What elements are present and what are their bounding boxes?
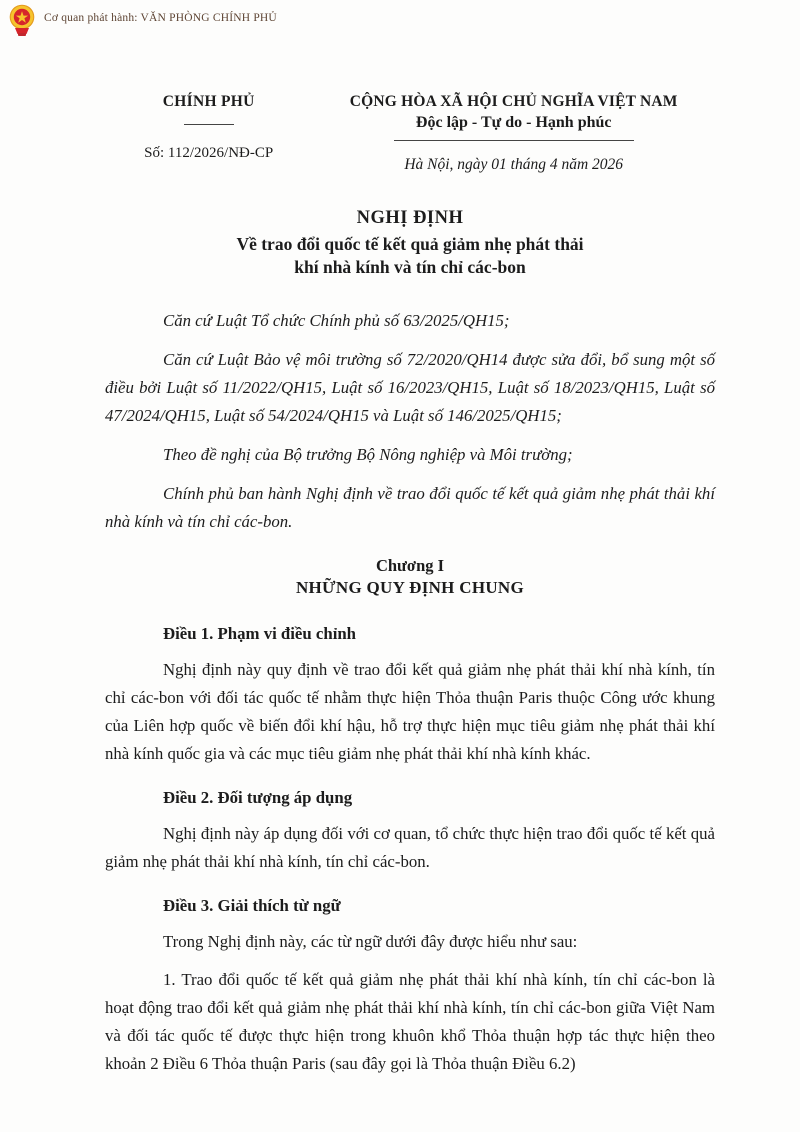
document-subject-line1: Về trao đổi quốc tế kết quả giảm nhẹ phát thải <box>236 234 584 254</box>
article-1-heading: Điều 1. Phạm vi điều chỉnh <box>163 624 357 643</box>
national-name: CỘNG HÒA XÃ HỘI CHỦ NGHĨA VIỆT NAM <box>349 93 678 110</box>
issuer-name: CHÍNH PHỦ <box>162 93 255 110</box>
article-2-paragraph: Nghị định này áp dụng đối với cơ quan, tổ chức thực hiện trao đổi quốc tế kết quả giảm nhẹ phát thải khí nhà kính, tín chỉ các-bon. <box>105 824 715 871</box>
document-header <box>105 93 715 174</box>
article-3 <box>105 896 715 1078</box>
document-subject-line2: khí nhà kính và tín chỉ các-bon <box>294 257 526 277</box>
preamble-paragraph: Căn cứ Luật Bảo vệ môi trường số 72/2020/QH14 được sửa đổi, bổ sung một số điều bởi Luật số 11/2022/QH15, Luật số 16/2023/QH15, Luật số 18/2023/QH15, Luật số 47/2024/QH15, Luật số 54/2024/QH15 và Luật số 146/2025/QH15; <box>105 350 715 425</box>
chapter-title: NHỮNG QUY ĐỊNH CHUNG <box>295 578 525 597</box>
article-3-heading: Điều 3. Giải thích từ ngữ <box>163 896 341 915</box>
article-1-paragraph: Nghị định này quy định về trao đổi kết quả giảm nhẹ phát thải khí nhà kính, tín chỉ các-bon với đối tác quốc tế nhằm thực hiện Thỏa thuận Paris thuộc Công ước khung của Liên hợp quốc về biến đổi khí hậu, hỗ trợ thực hiện mục tiêu giảm nhẹ phát thải khí nhà kính quốc gia và các mục tiêu giảm nhẹ phát thải khí nhà kính khác. <box>105 660 715 763</box>
vietnam-emblem-icon <box>9 3 35 39</box>
article-3-paragraph: 1. Trao đổi quốc tế kết quả giảm nhẹ phát thải khí nhà kính, tín chỉ các-bon là hoạt động trao đổi kết quả giảm nhẹ phát thải khí nhà kính, tín chỉ các-bon giữa Việt Nam và đối tác quốc tế được thực hiện trong khuôn khổ Thỏa thuận hợp tác thực hiện theo khoản 2 Điều 6 Thỏa thuận Paris (sau đây gọi là Thỏa thuận Điều 6.2) <box>105 970 715 1073</box>
preamble-paragraph: Theo đề nghị của Bộ trưởng Bộ Nông nghiệp và Môi trường; <box>163 445 573 464</box>
place-and-date: Hà Nội, ngày 01 tháng 4 năm 2026 <box>404 156 624 173</box>
decree-document <box>0 93 800 1078</box>
preamble-paragraph: Căn cứ Luật Tổ chức Chính phủ số 63/2025/QH15; <box>163 311 510 330</box>
preamble-paragraph: Chính phủ ban hành Nghị định về trao đổi quốc tế kết quả giảm nhẹ phát thải khí nhà kính và tín chỉ các-bon. <box>105 484 715 531</box>
motto-underline <box>394 140 634 141</box>
article-3-paragraph: Trong Nghị định này, các từ ngữ dưới đây được hiểu như sau: <box>163 932 578 951</box>
title-block <box>105 208 715 279</box>
national-motto: Độc lập - Tự do - Hạnh phúc <box>415 114 612 131</box>
chapter-heading <box>105 556 715 598</box>
article-2-heading: Điều 2. Đối tượng áp dụng <box>163 788 353 807</box>
motto-column <box>312 93 715 174</box>
document-number: Số: 112/2026/NĐ-CP <box>144 145 274 161</box>
document-type-title: NGHỊ ĐỊNH <box>356 208 464 228</box>
document-subject <box>105 233 715 279</box>
issuing-agency-bar <box>0 0 800 47</box>
issuing-agency-label: Cơ quan phát hành: VĂN PHÒNG CHÍNH PHỦ <box>44 12 277 24</box>
issuer-column <box>105 93 312 174</box>
preamble <box>105 307 715 536</box>
article-2 <box>105 788 715 876</box>
issuer-underline <box>184 124 234 125</box>
chapter-number: Chương I <box>375 556 445 575</box>
article-1 <box>105 624 715 768</box>
